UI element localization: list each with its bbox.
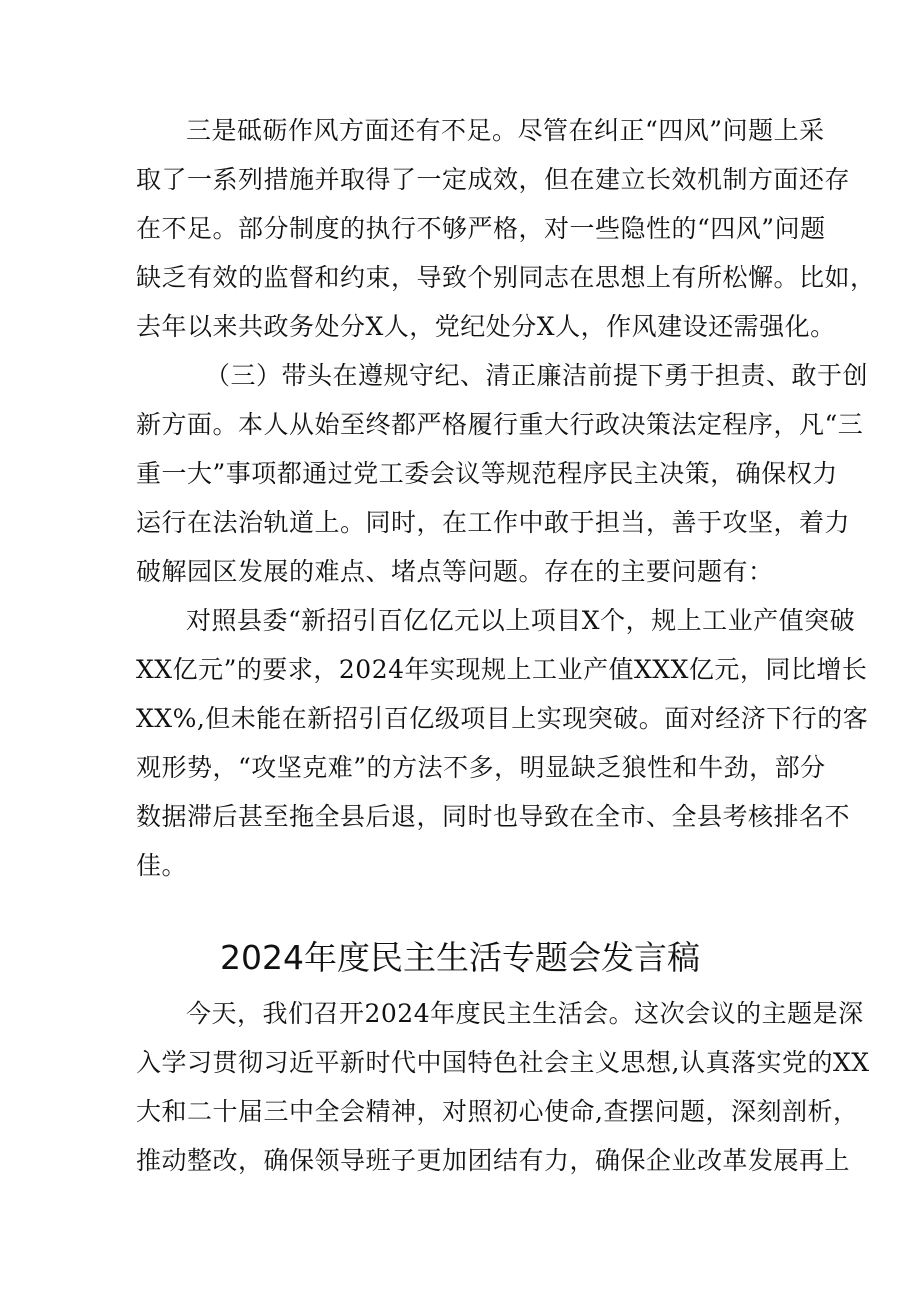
paragraph-line: 对照县委“新招引百亿亿元以上项目X个，规上工业产值突破 <box>186 606 856 635</box>
paragraph-line: 三是砥砺作风方面还有不足。尽管在纠正“四风”问题上采 <box>186 116 825 145</box>
paragraph-line: 新方面。本人从始至终都严格履行重大行政决策法定程序，凡“三 <box>136 410 864 439</box>
paragraph-line: 今天，我们召开2024年度民主生活会。这次会议的主题是深 <box>186 999 864 1028</box>
paragraph-line: 去年以来共政务处分X人，党纪处分X人，作风建设还需强化。 <box>136 312 836 341</box>
paragraph-line: 运行在法治轨道上。同时，在工作中敢于担当，善于攻坚，着力 <box>136 508 851 537</box>
paragraph-line: 观形势，“攻坚克难”的方法不多，明显缺乏狼性和牛劲，部分 <box>136 753 826 782</box>
paragraph-line: 取了一系列措施并取得了一定成效，但在建立长效机制方面还存 <box>136 165 851 194</box>
paragraph-line: 推动整改，确保领导班子更加团结有力，确保企业改革发展再上 <box>136 1146 851 1175</box>
paragraph-line: 重一大”事项都通过党工委会议等规范程序民主决策，确保权力 <box>136 459 838 488</box>
document-title: 2024年度民主生活专题会发言稿 <box>220 938 700 977</box>
paragraph-line: 佳。 <box>136 851 188 880</box>
paragraph-line: 数据滞后甚至拖全县后退，同时也导致在全市、全县考核排名不 <box>136 802 851 831</box>
paragraph-line: 大和二十届三中全会精神，对照初心使命,查摆问题，深刻剖析， <box>136 1097 859 1126</box>
paragraph-line: 缺乏有效的监督和约束，导致个别同志在思想上有所松懈。比如， <box>136 263 876 292</box>
paragraph-line: 入学习贯彻习近平新时代中国特色社会主义思想,认真落实党的XX <box>136 1048 870 1077</box>
paragraph-line: XX亿元”的要求，2024年实现规上工业产值XXX亿元，同比增长 <box>136 655 868 684</box>
paragraph-line: 破解园区发展的难点、堵点等问题。存在的主要问题有： <box>136 557 774 586</box>
paragraph-line: （三）带头在遵规守纪、清正廉洁前提下勇于担责、敢于创 <box>205 361 869 390</box>
paragraph-line: 在不足。部分制度的执行不够严格，对一些隐性的“四风”问题 <box>136 214 826 243</box>
paragraph-line: XX%,但未能在新招引百亿级项目上实现突破。面对经济下行的客 <box>136 704 869 733</box>
